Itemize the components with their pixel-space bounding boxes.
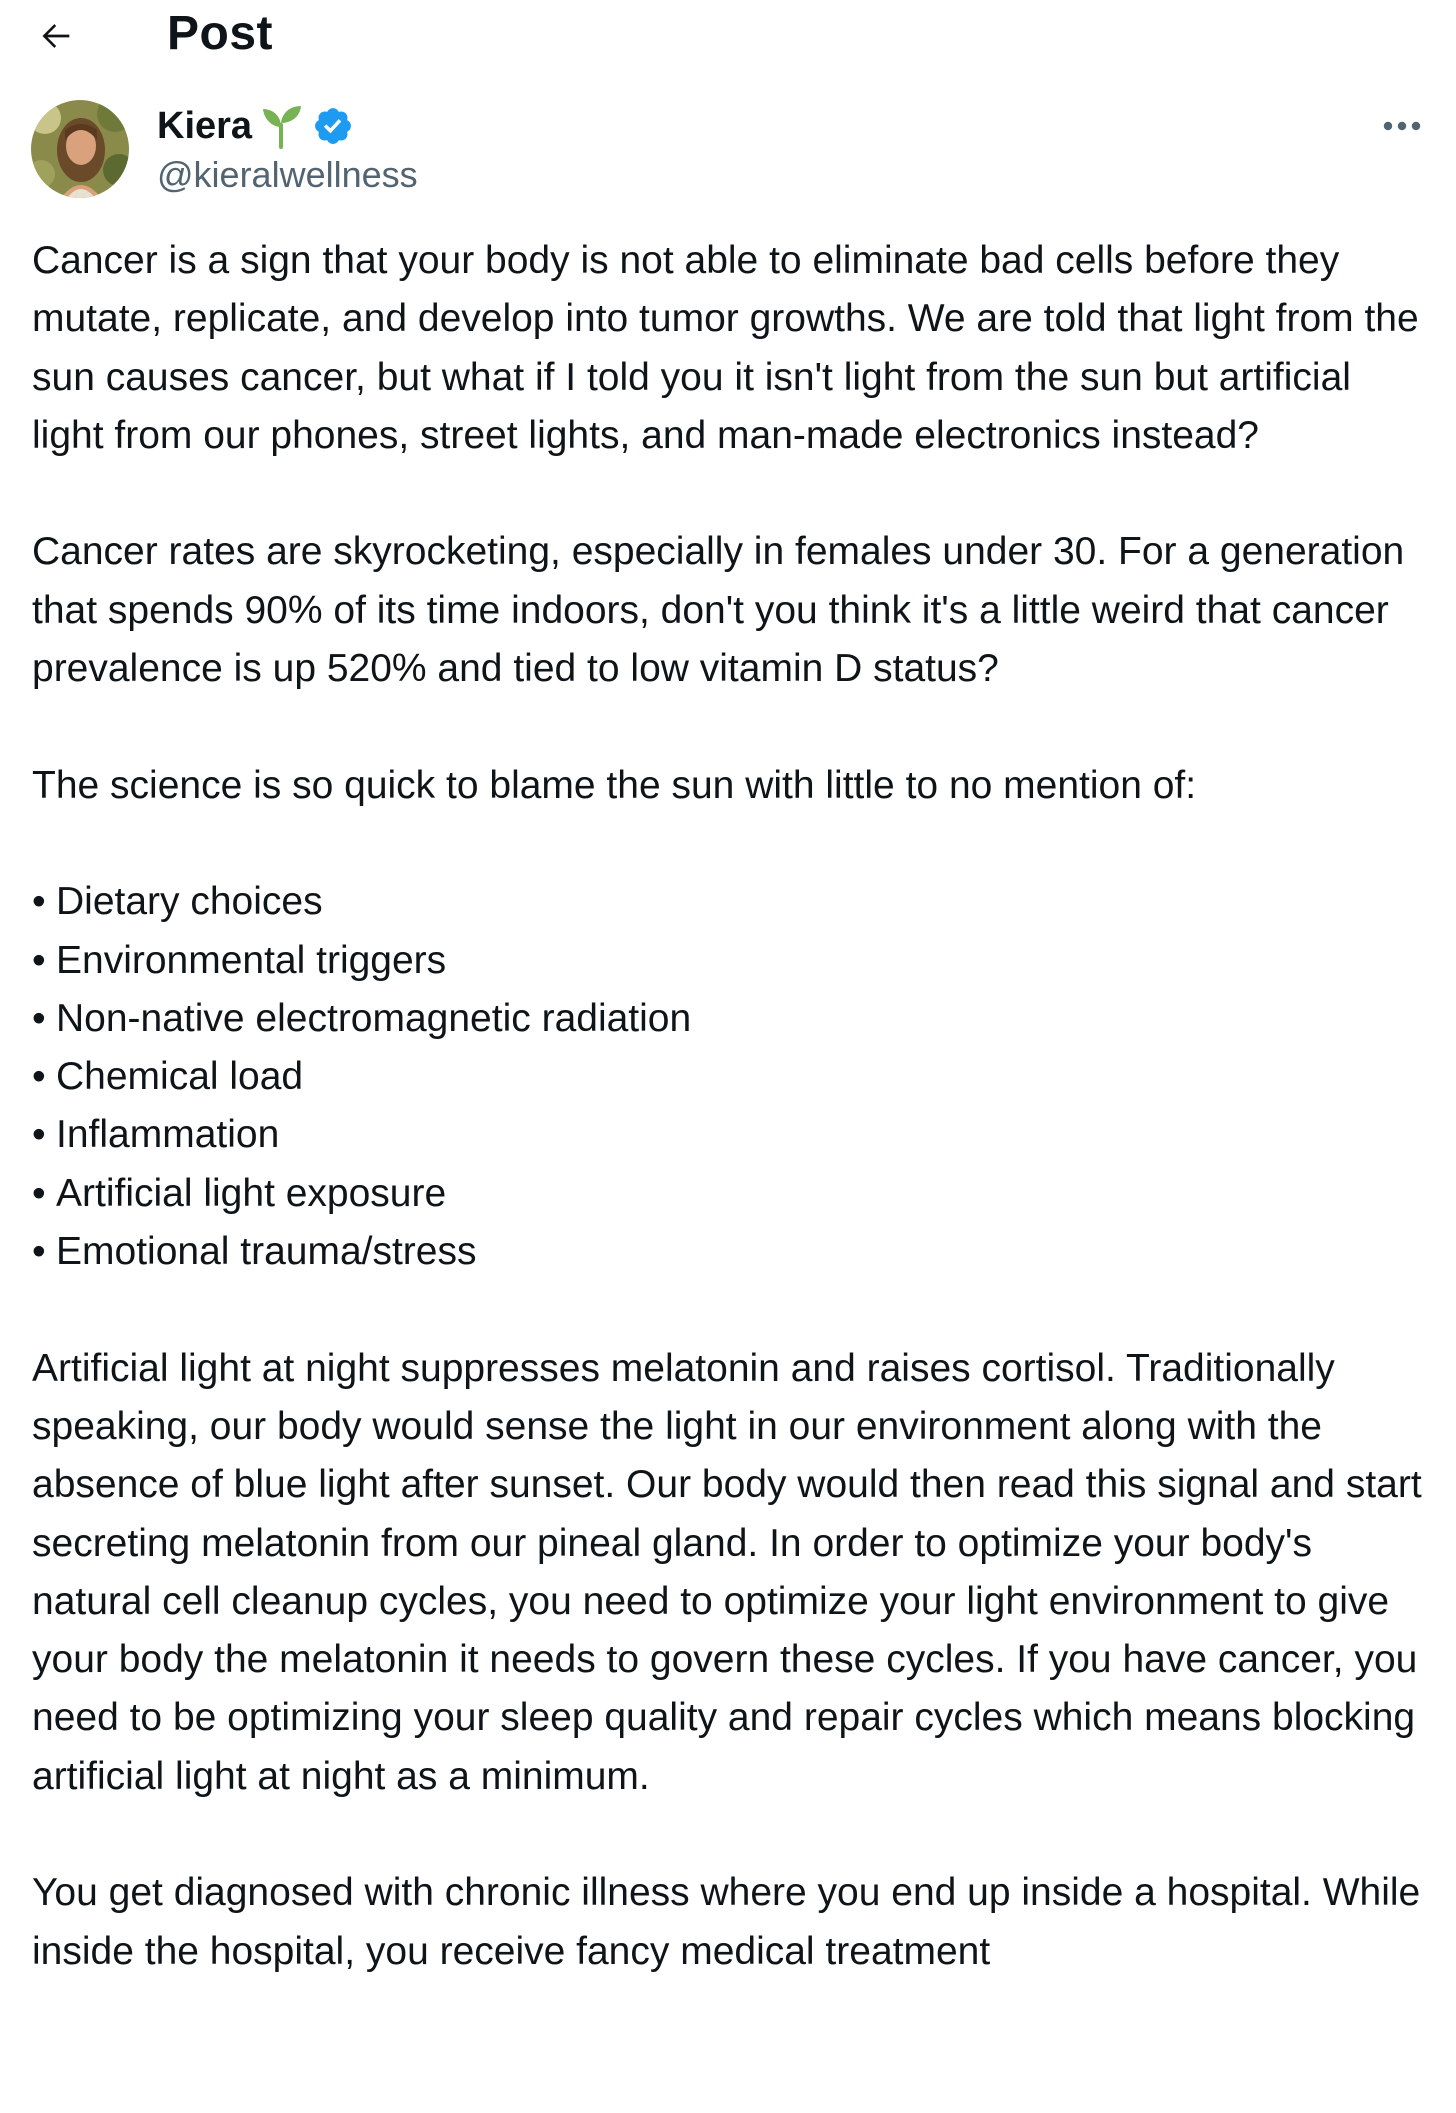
page-title: Post — [167, 7, 274, 60]
list-item-text: Artificial light exposure — [56, 1171, 447, 1215]
top-bar — [0, 0, 1456, 70]
list-item — [32, 1223, 1432, 1281]
list-item — [32, 1165, 1432, 1223]
list-item — [32, 873, 1432, 931]
post-paragraph: Artificial light at night suppresses melatonin and raises cortisol. Traditionally speaking, our body would sense the light in our environment along with the absence of blue light after sunset. Our body would then read this signal and start secreting melatonin from our pineal gland. In order to optimize your body's natural cell cleanup cycles, you need to optimize your light environment to give your body the melatonin it needs to govern these cycles. If you have cancer, you need to be optimizing your sleep quality and repair cycles which means blocking artificial light at night as a minimum. — [32, 1346, 1422, 1798]
list-item-text: Inflammation — [56, 1113, 280, 1157]
post-paragraph: Cancer rates are skyrocketing, especially in females under 30. For a generation that spends 90% of its time indoors, don't you think it's a little weird that cancer prevalence is up 520% and tied to low vitamin D status? — [32, 530, 1405, 691]
bullet: • — [32, 1113, 46, 1157]
list-item — [32, 1048, 1432, 1106]
more-options-button[interactable] — [1374, 102, 1430, 150]
name-row — [157, 100, 354, 152]
post-paragraph: Cancer is a sign that your body is not able to eliminate bad cells before they mutate, replicate, and develop into tumor growths. We are told that light from the sun causes cancer, but what if I told you it isn't light from the sun but artificial light from our phones, street lights, and man-made electronics instead? — [32, 239, 1419, 457]
list-item — [32, 990, 1432, 1048]
verified-badge-icon[interactable] — [312, 105, 354, 147]
list-item — [32, 932, 1432, 990]
list-item-text: Chemical load — [56, 1055, 304, 1099]
more-dots-icon — [1382, 120, 1422, 132]
profile-photo — [31, 100, 129, 198]
list-item-text: Emotional trauma/stress — [56, 1230, 477, 1274]
user-handle[interactable]: @kieralwellness — [157, 154, 418, 195]
list-item — [32, 1106, 1432, 1164]
bullet: • — [32, 1055, 46, 1099]
display-name[interactable]: Kiera — [157, 105, 253, 147]
list-item-text: Dietary choices — [56, 880, 323, 924]
avatar[interactable] — [31, 100, 129, 198]
bullet: • — [32, 996, 46, 1040]
list-item-text: Environmental triggers — [56, 938, 447, 982]
bullet: • — [32, 1230, 46, 1274]
list-item-text: Non-native electromagnetic radiation — [56, 996, 692, 1040]
post-paragraph: You get diagnosed with chronic illness where you end up inside a hospital. While inside the hospital, you receive fancy medical treatment — [32, 1871, 1421, 1973]
post-paragraph: The science is so quick to blame the sun with little to no mention of: — [32, 763, 1197, 807]
back-button[interactable] — [28, 8, 84, 64]
sprout-icon — [260, 103, 304, 149]
back-arrow-icon — [36, 16, 76, 56]
post-author — [31, 100, 1426, 200]
factors-list — [32, 873, 1432, 1281]
bullet: • — [32, 880, 46, 924]
bullet: • — [32, 1171, 46, 1215]
bullet: • — [32, 938, 46, 982]
post-text — [32, 232, 1432, 2039]
